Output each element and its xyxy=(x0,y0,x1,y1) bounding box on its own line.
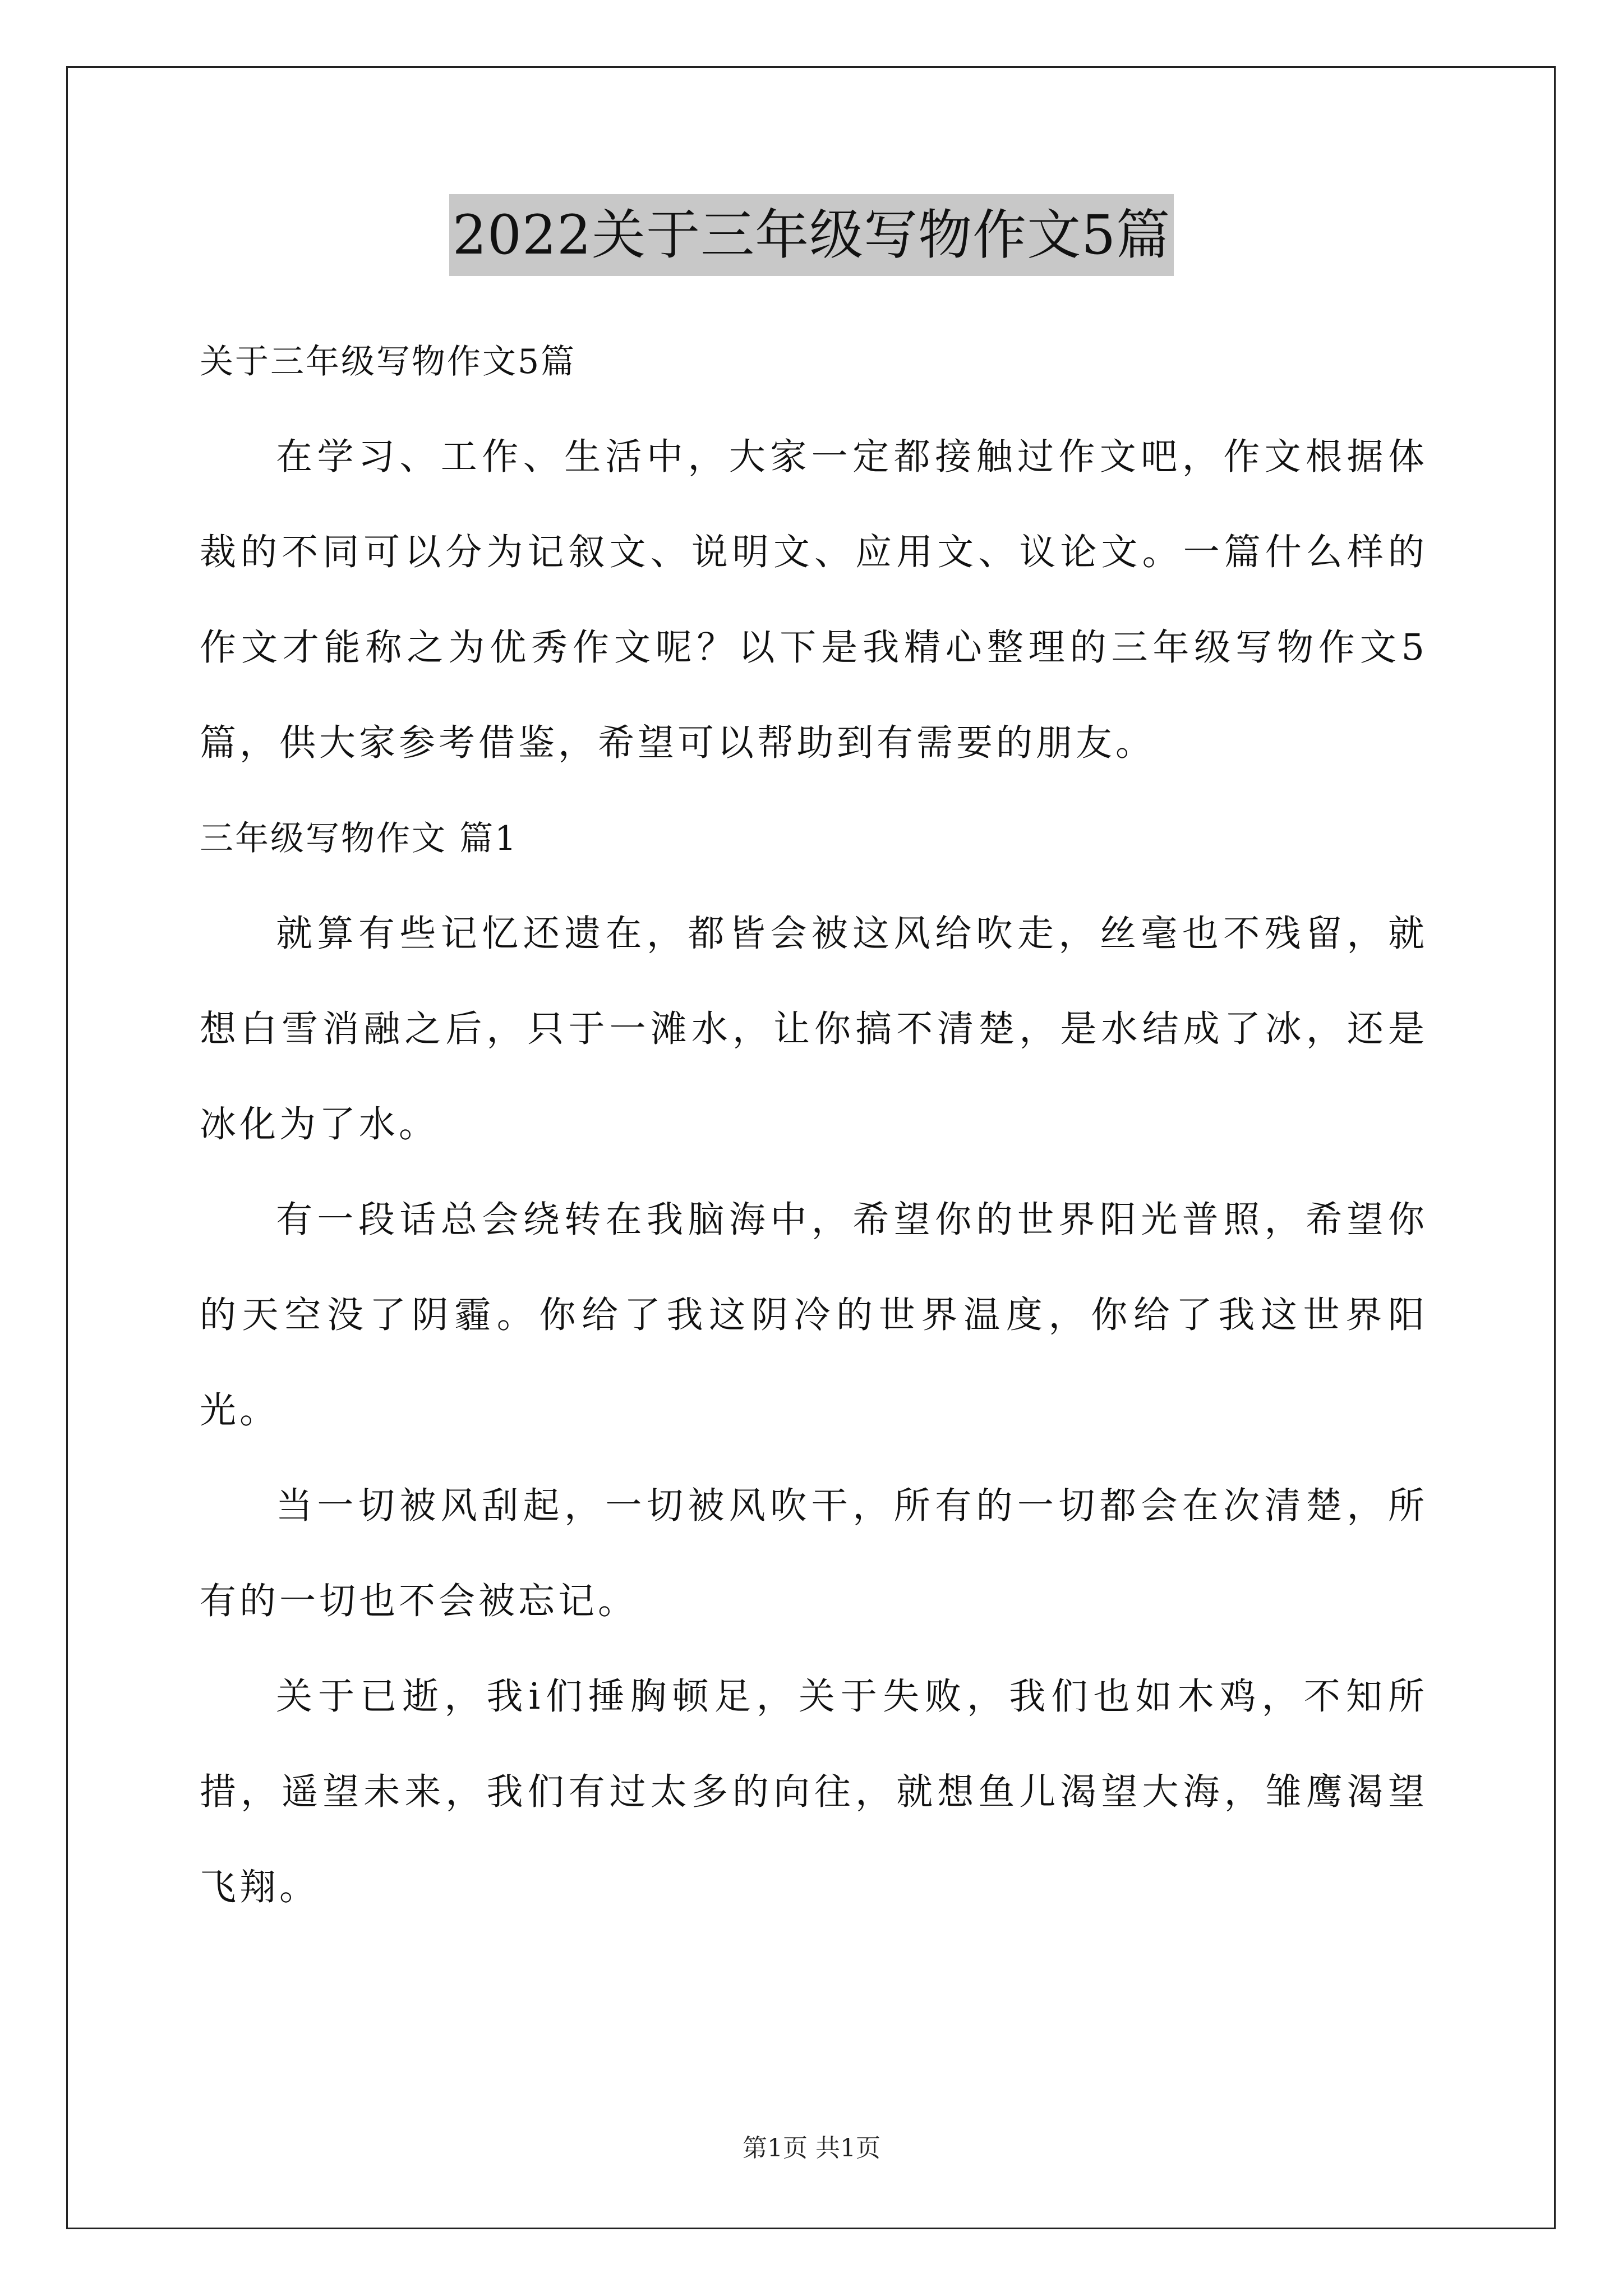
intro-paragraph: 在学习、工作、生活中，大家一定都接触过作文吧，作文根据体裁的不同可以分为记叙文、说明文、应用文、议论文。一篇什么样的作文才能称之为优秀作文呢？以下是我精心整理的三年级写物作文5篇，供大家参考借鉴，希望可以帮助到有需要的朋友。 xyxy=(200,436,1428,764)
document-body xyxy=(200,314,1428,1935)
page-footer: 第1页 共1页 xyxy=(743,2134,880,2162)
body-paragraph-2: 有一段话总会绕转在我脑海中，希望你的世界阳光普照，希望你的天空没了阴霾。你给了我这阴冷的世界温度，你给了我这世界阳光。 xyxy=(200,1199,1428,1432)
body-paragraph-1: 就算有些记忆还遗在，都皆会被这风给吹走，丝毫也不残留，就想白雪消融之后，只于一滩水，让你搞不清楚，是水结成了冰，还是冰化为了水。 xyxy=(200,913,1428,1145)
title-container xyxy=(0,194,1623,276)
document-subtitle: 关于三年级写物作文5篇 xyxy=(200,342,577,381)
body-paragraph-3: 当一切被风刮起，一切被风吹干，所有的一切都会在次清楚，所有的一切也不会被忘记。 xyxy=(200,1485,1428,1622)
section-heading: 三年级写物作文 篇1 xyxy=(200,819,518,858)
document-title: 2022关于三年级写物作文5篇 xyxy=(449,194,1174,276)
body-paragraph-4: 关于已逝，我i们捶胸顿足，关于失败，我们也如木鸡，不知所措，遥望未来，我们有过太多的向往，就想鱼儿渴望大海，雏鹰渴望飞翔。 xyxy=(200,1676,1428,1908)
